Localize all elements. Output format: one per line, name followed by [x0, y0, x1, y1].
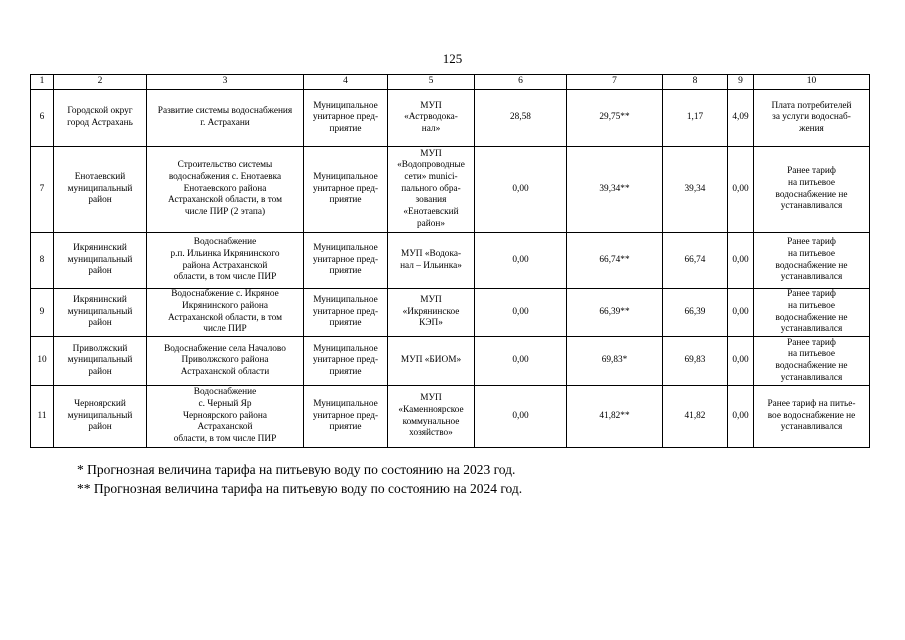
- value-cell: 41,82**: [567, 386, 663, 448]
- territory-cell: Икрянинский муниципальный район: [54, 289, 147, 337]
- table-row: [31, 386, 870, 448]
- page-number: 125: [442, 51, 463, 66]
- row-number-cell: 8: [31, 233, 54, 289]
- table-row: [31, 147, 870, 233]
- territory-cell: Енотаевский муниципальный район: [54, 147, 147, 233]
- table-row: [31, 289, 870, 337]
- header-cell: 10: [754, 75, 870, 90]
- header-cell: 4: [304, 75, 388, 90]
- row-number-cell: 10: [31, 337, 54, 386]
- project-cell: Водоснабжение с. Черный Яр Черноярского района Астраханской области, в том числе ПИР: [147, 386, 304, 448]
- table-row: [31, 90, 870, 147]
- row-number-cell: 11: [31, 386, 54, 448]
- organization-cell: МУП «Водопроводные сети» munici- пального обра- зования «Енотаевский район»: [388, 147, 475, 233]
- value-cell: 69,83: [663, 337, 728, 386]
- header-cell: 6: [475, 75, 567, 90]
- row-number-cell: 7: [31, 147, 54, 233]
- org-form-cell: Муниципальное унитарное пред- приятие: [304, 147, 388, 233]
- value-cell: 69,83*: [567, 337, 663, 386]
- organization-cell: МУП «БИОМ»: [388, 337, 475, 386]
- value-cell: 4,09: [728, 90, 754, 147]
- project-cell: Водоснабжение с. Икряное Икрянинского района Астраханской области, в том числе ПИР: [147, 289, 304, 337]
- value-cell: 39,34: [663, 147, 728, 233]
- territory-cell: Приволжский муниципальный район: [54, 337, 147, 386]
- value-cell: 0,00: [728, 337, 754, 386]
- org-form-cell: Муниципальное унитарное пред- приятие: [304, 233, 388, 289]
- footnote-single-asterisk: * Прогнозная величина тарифа на питьевую воду по состоянию на 2023 год.: [77, 462, 516, 477]
- value-cell: 29,75**: [567, 90, 663, 147]
- value-cell: 28,58: [475, 90, 567, 147]
- org-form-cell: Муниципальное унитарное пред- приятие: [304, 337, 388, 386]
- project-cell: Водоснабжение села Началово Приволжского района Астраханской области: [147, 337, 304, 386]
- value-cell: 0,00: [475, 289, 567, 337]
- value-cell: 0,00: [728, 289, 754, 337]
- header-cell: 8: [663, 75, 728, 90]
- value-cell: 66,74: [663, 233, 728, 289]
- org-form-cell: Муниципальное унитарное пред- приятие: [304, 90, 388, 147]
- row-number-cell: 9: [31, 289, 54, 337]
- table-row: [31, 337, 870, 386]
- value-cell: 0,00: [728, 233, 754, 289]
- organization-cell: МУП «Икрянинское КЭП»: [388, 289, 475, 337]
- note-cell: Ранее тариф на питьевое водоснабжение не устанавливался: [754, 233, 870, 289]
- value-cell: 39,34**: [567, 147, 663, 233]
- tariff-table: [30, 74, 870, 448]
- project-cell: Строительство системы водоснабжения с. Енотаевка Енотаевского района Астраханской области, в том числе ПИР (2 этапа): [147, 147, 304, 233]
- note-cell: Ранее тариф на питьевое водоснабжение не устанавливался: [754, 289, 870, 337]
- table-row: [31, 233, 870, 289]
- row-number-cell: 6: [31, 90, 54, 147]
- footnotes: [77, 460, 522, 498]
- value-cell: 0,00: [475, 233, 567, 289]
- value-cell: 1,17: [663, 90, 728, 147]
- header-cell: 9: [728, 75, 754, 90]
- value-cell: 41,82: [663, 386, 728, 448]
- value-cell: 0,00: [475, 337, 567, 386]
- territory-cell: Городской округ город Астрахань: [54, 90, 147, 147]
- value-cell: 66,39: [663, 289, 728, 337]
- header-cell: 1: [31, 75, 54, 90]
- note-cell: Ранее тариф на питьевое водоснабжение не устанавливался: [754, 147, 870, 233]
- note-cell: Ранее тариф на питье- вое водоснабжение не устанавливался: [754, 386, 870, 448]
- note-cell: Ранее тариф на питьевое водоснабжение не устанавливался: [754, 337, 870, 386]
- header-cell: 3: [147, 75, 304, 90]
- territory-cell: Икрянинский муниципальный район: [54, 233, 147, 289]
- header-cell: 5: [388, 75, 475, 90]
- note-cell: Плата потребителей за услуги водоснаб- жения: [754, 90, 870, 147]
- value-cell: 0,00: [728, 147, 754, 233]
- footnote-double-asterisk: ** Прогнозная величина тарифа на питьевую воду по состоянию на 2024 год.: [77, 481, 523, 496]
- value-cell: 0,00: [728, 386, 754, 448]
- value-cell: 0,00: [475, 386, 567, 448]
- value-cell: 0,00: [475, 147, 567, 233]
- organization-cell: МУП «Астрводока- нал»: [388, 90, 475, 147]
- value-cell: 66,74**: [567, 233, 663, 289]
- value-cell: 66,39**: [567, 289, 663, 337]
- project-cell: Развитие системы водоснабжения г. Астрахани: [147, 90, 304, 147]
- table-header-row: [31, 75, 870, 90]
- organization-cell: МУП «Каменноярское коммунальное хозяйство»: [388, 386, 475, 448]
- organization-cell: МУП «Водока- нал – Ильинка»: [388, 233, 475, 289]
- org-form-cell: Муниципальное унитарное пред- приятие: [304, 289, 388, 337]
- org-form-cell: Муниципальное унитарное пред- приятие: [304, 386, 388, 448]
- project-cell: Водоснабжение р.п. Ильинка Икрянинского района Астраханской области, в том числе ПИР: [147, 233, 304, 289]
- header-cell: 2: [54, 75, 147, 90]
- territory-cell: Черноярский муниципальный район: [54, 386, 147, 448]
- header-cell: 7: [567, 75, 663, 90]
